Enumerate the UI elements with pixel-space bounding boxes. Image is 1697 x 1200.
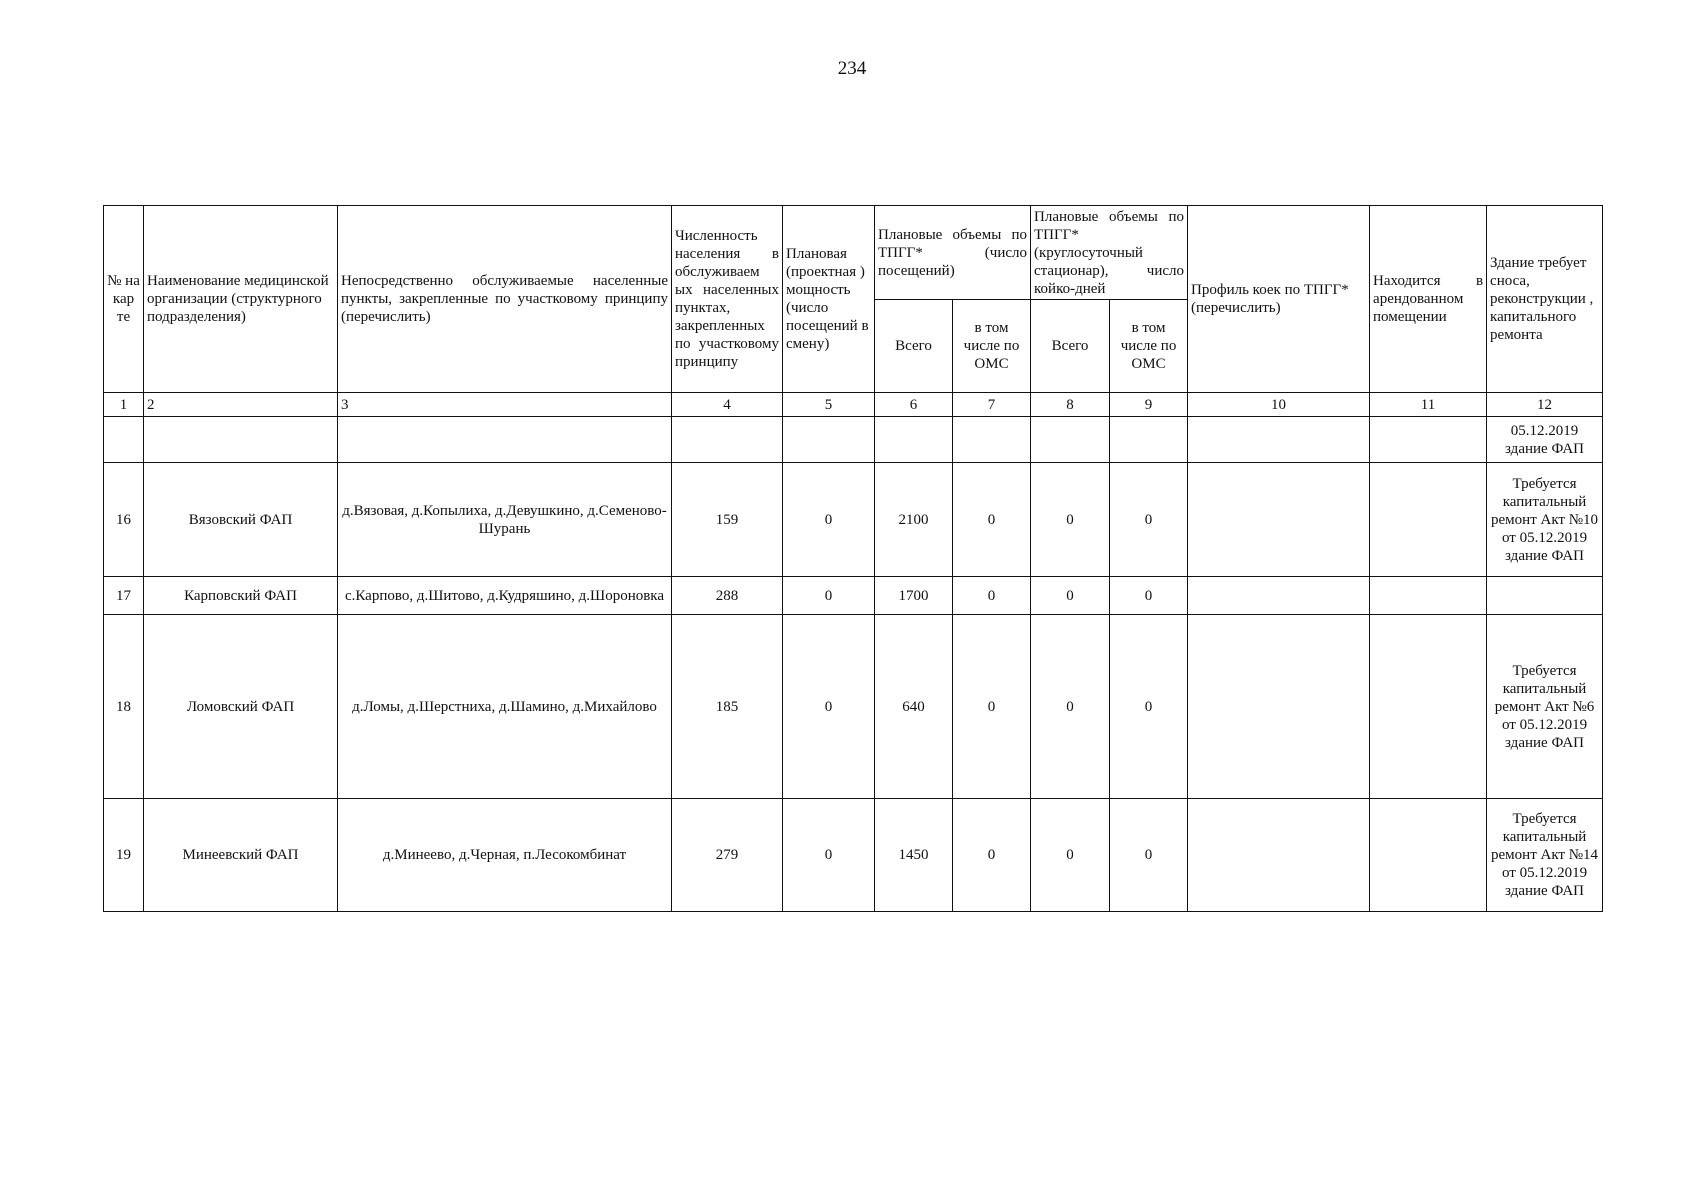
org-name-cell: Вязовский ФАП <box>144 463 338 577</box>
bed-profile-cell <box>1188 577 1370 615</box>
org-name-cell: Ломовский ФАП <box>144 615 338 799</box>
visits-total-cell <box>875 417 953 463</box>
capacity-cell: 0 <box>783 463 875 577</box>
column-number: 3 <box>338 393 672 417</box>
rented-cell <box>1370 463 1487 577</box>
bed-profile-cell <box>1188 463 1370 577</box>
org-name-cell: Минеевский ФАП <box>144 799 338 912</box>
header-beddays-group: Плановые объемы по ТПГГ* (круглосуточный стационар), число койко-дней <box>1031 206 1188 300</box>
building-status-cell: Требуется капитальный ремонт Акт №10 от 05.12.2019 здание ФАП <box>1487 463 1603 577</box>
table-row <box>104 799 1603 912</box>
visits-oms-cell: 0 <box>953 463 1031 577</box>
column-number: 11 <box>1370 393 1487 417</box>
org-name-cell <box>144 417 338 463</box>
capacity-cell: 0 <box>783 615 875 799</box>
header-building: Здание требует сноса, реконструкции , капитального ремонта <box>1487 206 1603 393</box>
settlements-cell: д.Ломы, д.Шерстниха, д.Шамино, д.Михайлово <box>338 615 672 799</box>
header-visits-total: Всего <box>875 300 953 393</box>
rented-cell <box>1370 577 1487 615</box>
column-number: 7 <box>953 393 1031 417</box>
capacity-cell: 0 <box>783 799 875 912</box>
beddays-oms-cell: 0 <box>1110 615 1188 799</box>
header-visits-group: Плановые объемы по ТПГГ* (число посещений) <box>875 206 1031 300</box>
header-settlements: Непосредственно обслуживаемые населенные пункты, закрепленные по участковому принципу (перечислить) <box>338 206 672 393</box>
header-visits-oms: в том числе по ОМС <box>953 300 1031 393</box>
column-number: 8 <box>1031 393 1110 417</box>
row-number-cell: 16 <box>104 463 144 577</box>
visits-total-cell: 1700 <box>875 577 953 615</box>
header-rented: Находится в арендованном помещении <box>1370 206 1487 393</box>
visits-oms-cell <box>953 417 1031 463</box>
header-capacity: Плановая (проектная ) мощность (число посещений в смену) <box>783 206 875 393</box>
beddays-oms-cell: 0 <box>1110 799 1188 912</box>
population-cell: 159 <box>672 463 783 577</box>
beddays-total-cell: 0 <box>1031 799 1110 912</box>
rented-cell <box>1370 615 1487 799</box>
bed-profile-cell <box>1188 799 1370 912</box>
row-number-cell: 19 <box>104 799 144 912</box>
settlements-cell: д.Вязовая, д.Копылиха, д.Девушкино, д.Семеново-Шурань <box>338 463 672 577</box>
visits-total-cell: 2100 <box>875 463 953 577</box>
column-number: 5 <box>783 393 875 417</box>
visits-oms-cell: 0 <box>953 577 1031 615</box>
building-status-cell: Требуется капитальный ремонт Акт №14 от 05.12.2019 здание ФАП <box>1487 799 1603 912</box>
header-beddays-oms: в том числе по ОМС <box>1110 300 1188 393</box>
column-number: 4 <box>672 393 783 417</box>
beddays-oms-cell <box>1110 417 1188 463</box>
table-row <box>104 417 1603 463</box>
row-number-cell: 18 <box>104 615 144 799</box>
page-number: 234 <box>837 58 867 79</box>
building-status-cell: Требуется капитальный ремонт Акт №6 от 05.12.2019 здание ФАП <box>1487 615 1603 799</box>
settlements-cell: с.Карпово, д.Шитово, д.Кудряшино, д.Шороновка <box>338 577 672 615</box>
rented-cell <box>1370 799 1487 912</box>
beddays-oms-cell: 0 <box>1110 577 1188 615</box>
column-numbers-row <box>104 393 1603 417</box>
beddays-total-cell: 0 <box>1031 615 1110 799</box>
org-name-cell: Карповский ФАП <box>144 577 338 615</box>
column-number: 2 <box>144 393 338 417</box>
row-number-cell <box>104 417 144 463</box>
population-cell: 288 <box>672 577 783 615</box>
table-row <box>104 463 1603 577</box>
visits-total-cell: 1450 <box>875 799 953 912</box>
header-population: Численность населения в обслуживаем ых населенных пунктах, закрепленных по участковому принципу <box>672 206 783 393</box>
capacity-cell <box>783 417 875 463</box>
header-org-name: Наименование медицинской организации (структурного подразделения) <box>144 206 338 393</box>
header-row <box>104 206 1603 300</box>
population-cell: 279 <box>672 799 783 912</box>
header-beddays-total: Всего <box>1031 300 1110 393</box>
beddays-total-cell: 0 <box>1031 577 1110 615</box>
header-map-number: № на кар те <box>104 206 144 393</box>
population-cell <box>672 417 783 463</box>
fap-table <box>103 205 1603 912</box>
rented-cell <box>1370 417 1487 463</box>
column-number: 6 <box>875 393 953 417</box>
visits-total-cell: 640 <box>875 615 953 799</box>
visits-oms-cell: 0 <box>953 799 1031 912</box>
header-bed-profile: Профиль коек по ТПГГ* (перечислить) <box>1188 206 1370 393</box>
beddays-oms-cell: 0 <box>1110 463 1188 577</box>
beddays-total-cell: 0 <box>1031 463 1110 577</box>
column-number: 10 <box>1188 393 1370 417</box>
settlements-cell <box>338 417 672 463</box>
building-status-cell: 05.12.2019 здание ФАП <box>1487 417 1603 463</box>
bed-profile-cell <box>1188 615 1370 799</box>
capacity-cell: 0 <box>783 577 875 615</box>
population-cell: 185 <box>672 615 783 799</box>
visits-oms-cell: 0 <box>953 615 1031 799</box>
column-number: 9 <box>1110 393 1188 417</box>
table-row <box>104 615 1603 799</box>
settlements-cell: д.Минеево, д.Черная, п.Лесокомбинат <box>338 799 672 912</box>
beddays-total-cell <box>1031 417 1110 463</box>
column-number: 1 <box>104 393 144 417</box>
row-number-cell: 17 <box>104 577 144 615</box>
column-number: 12 <box>1487 393 1603 417</box>
building-status-cell <box>1487 577 1603 615</box>
table-row <box>104 577 1603 615</box>
bed-profile-cell <box>1188 417 1370 463</box>
